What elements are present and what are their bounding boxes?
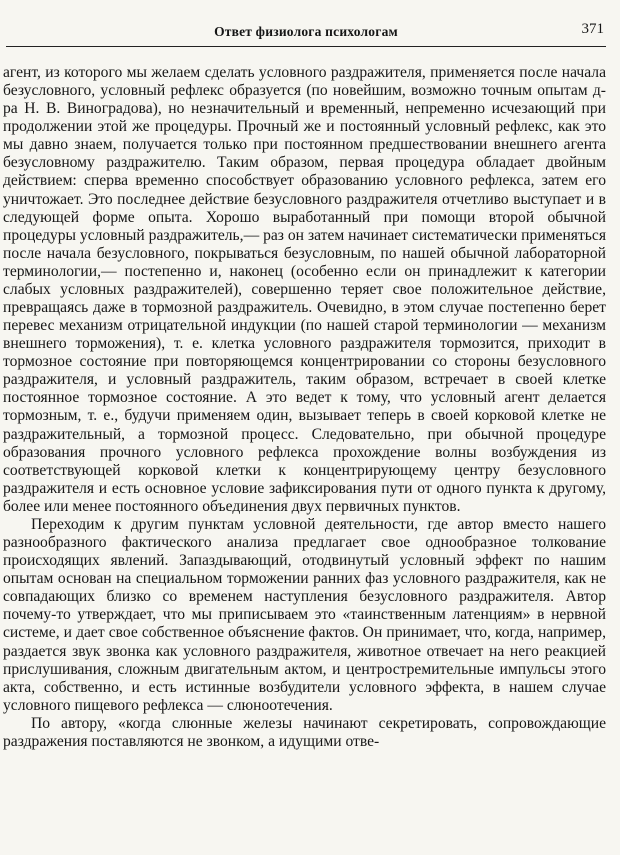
- paragraph: Переходим к другим пунктам условной деятельности, где автор вместо нашего разнообразного фактического анализа предлагает свое однообразное толкование происходящих явлений. Запаздывающий, отодвинутый условный эффект по нашим опытам основан на специальном торможении ранних фаз условного раздражителя, как не совпадающих близко со временем наступления безусловного раздражителя. Автор почему-то утверждает, что мы приписываем это «таинственным латенциям» в нервной системе, и дает свое собственное объяснение фактов. Он принимает, что, когда, например, раздается звук звонка как условного раздражителя, животное отвечает на него реакцией прислушивания, сложным двигательным актом, и центростремительные импульсы этого акта, собственно, и есть истинные возбудители условного эффекта, в нашем случае условного пищевого рефлекса — слюноотечения.: [3, 515, 606, 714]
- header-rule: [6, 46, 606, 47]
- paragraph: агент, из которого мы желаем сделать условного раздражителя, применяется после начала безусловного, условный рефлекс образуется (по новейшим, возможно точным опытам д-ра Н. В. Виноградова), но незначительный и временный, непременно исчезающий при продолжении этой же процедуры. Прочный же и постоянный условный рефлекс, как это мы давно знаем, получается только при постоянном предшествовании внешнего агента безусловному раздражителю. Таким образом, первая процедура обладает двойным действием: сперва временно способствует образованию условного рефлекса, затем его уничтожает. Это последнее действие безусловного раздражителя отчетливо выступает и в следующей форме опыта. Хорошо выработанный при помощи второй обычной процедуры условный раздражитель,— раз он затем начинает систематически применяться после начала безусловного, покрываться безусловным, по нашей обычной лабораторной терминологии,— постепенно и, наконец (особенно если он принадлежит к категории слабых условных раздражителей), совершенно теряет свое положительное действие, превращаясь даже в тормозной раздражитель. Очевидно, в этом случае постепенно берет перевес механизм отрицательной индукции (по нашей старой терминологии — механизм внешнего торможения), т. е. клетка условного раздражителя тормозится, приходит в тормозное состояние при повторяющемся концентрировании со стороны безусловного раздражителя, и условный раздражитель, таким образом, встречает в своей клетке постоянное тормозное состояние. А это ведет к тому, что условный агент делается тормозным, т. е., будучи применяем один, вызывает теперь в своей корковой клетке не раздражительный, а тормозной процесс. Следовательно, при обычной процедуре образования прочного условного рефлекса прохождение волны возбуждения из соответствующей корковой клетки к концентрирующему центру безусловного раздражителя и есть основное условие зафиксирования пути от одного пункта к другому, более или менее постоянного объединения двух первичных пунктов.: [3, 64, 606, 515]
- header-title: Ответ физиолога психологам: [214, 24, 398, 39]
- running-header: [6, 18, 606, 46]
- page-number: 371: [581, 21, 604, 37]
- paragraph: По автору, «когда слюнные железы начинают секретировать, сопровождающие раздражения поставляются не звонком, а идущими отве-: [3, 714, 606, 750]
- body-text: [3, 64, 606, 751]
